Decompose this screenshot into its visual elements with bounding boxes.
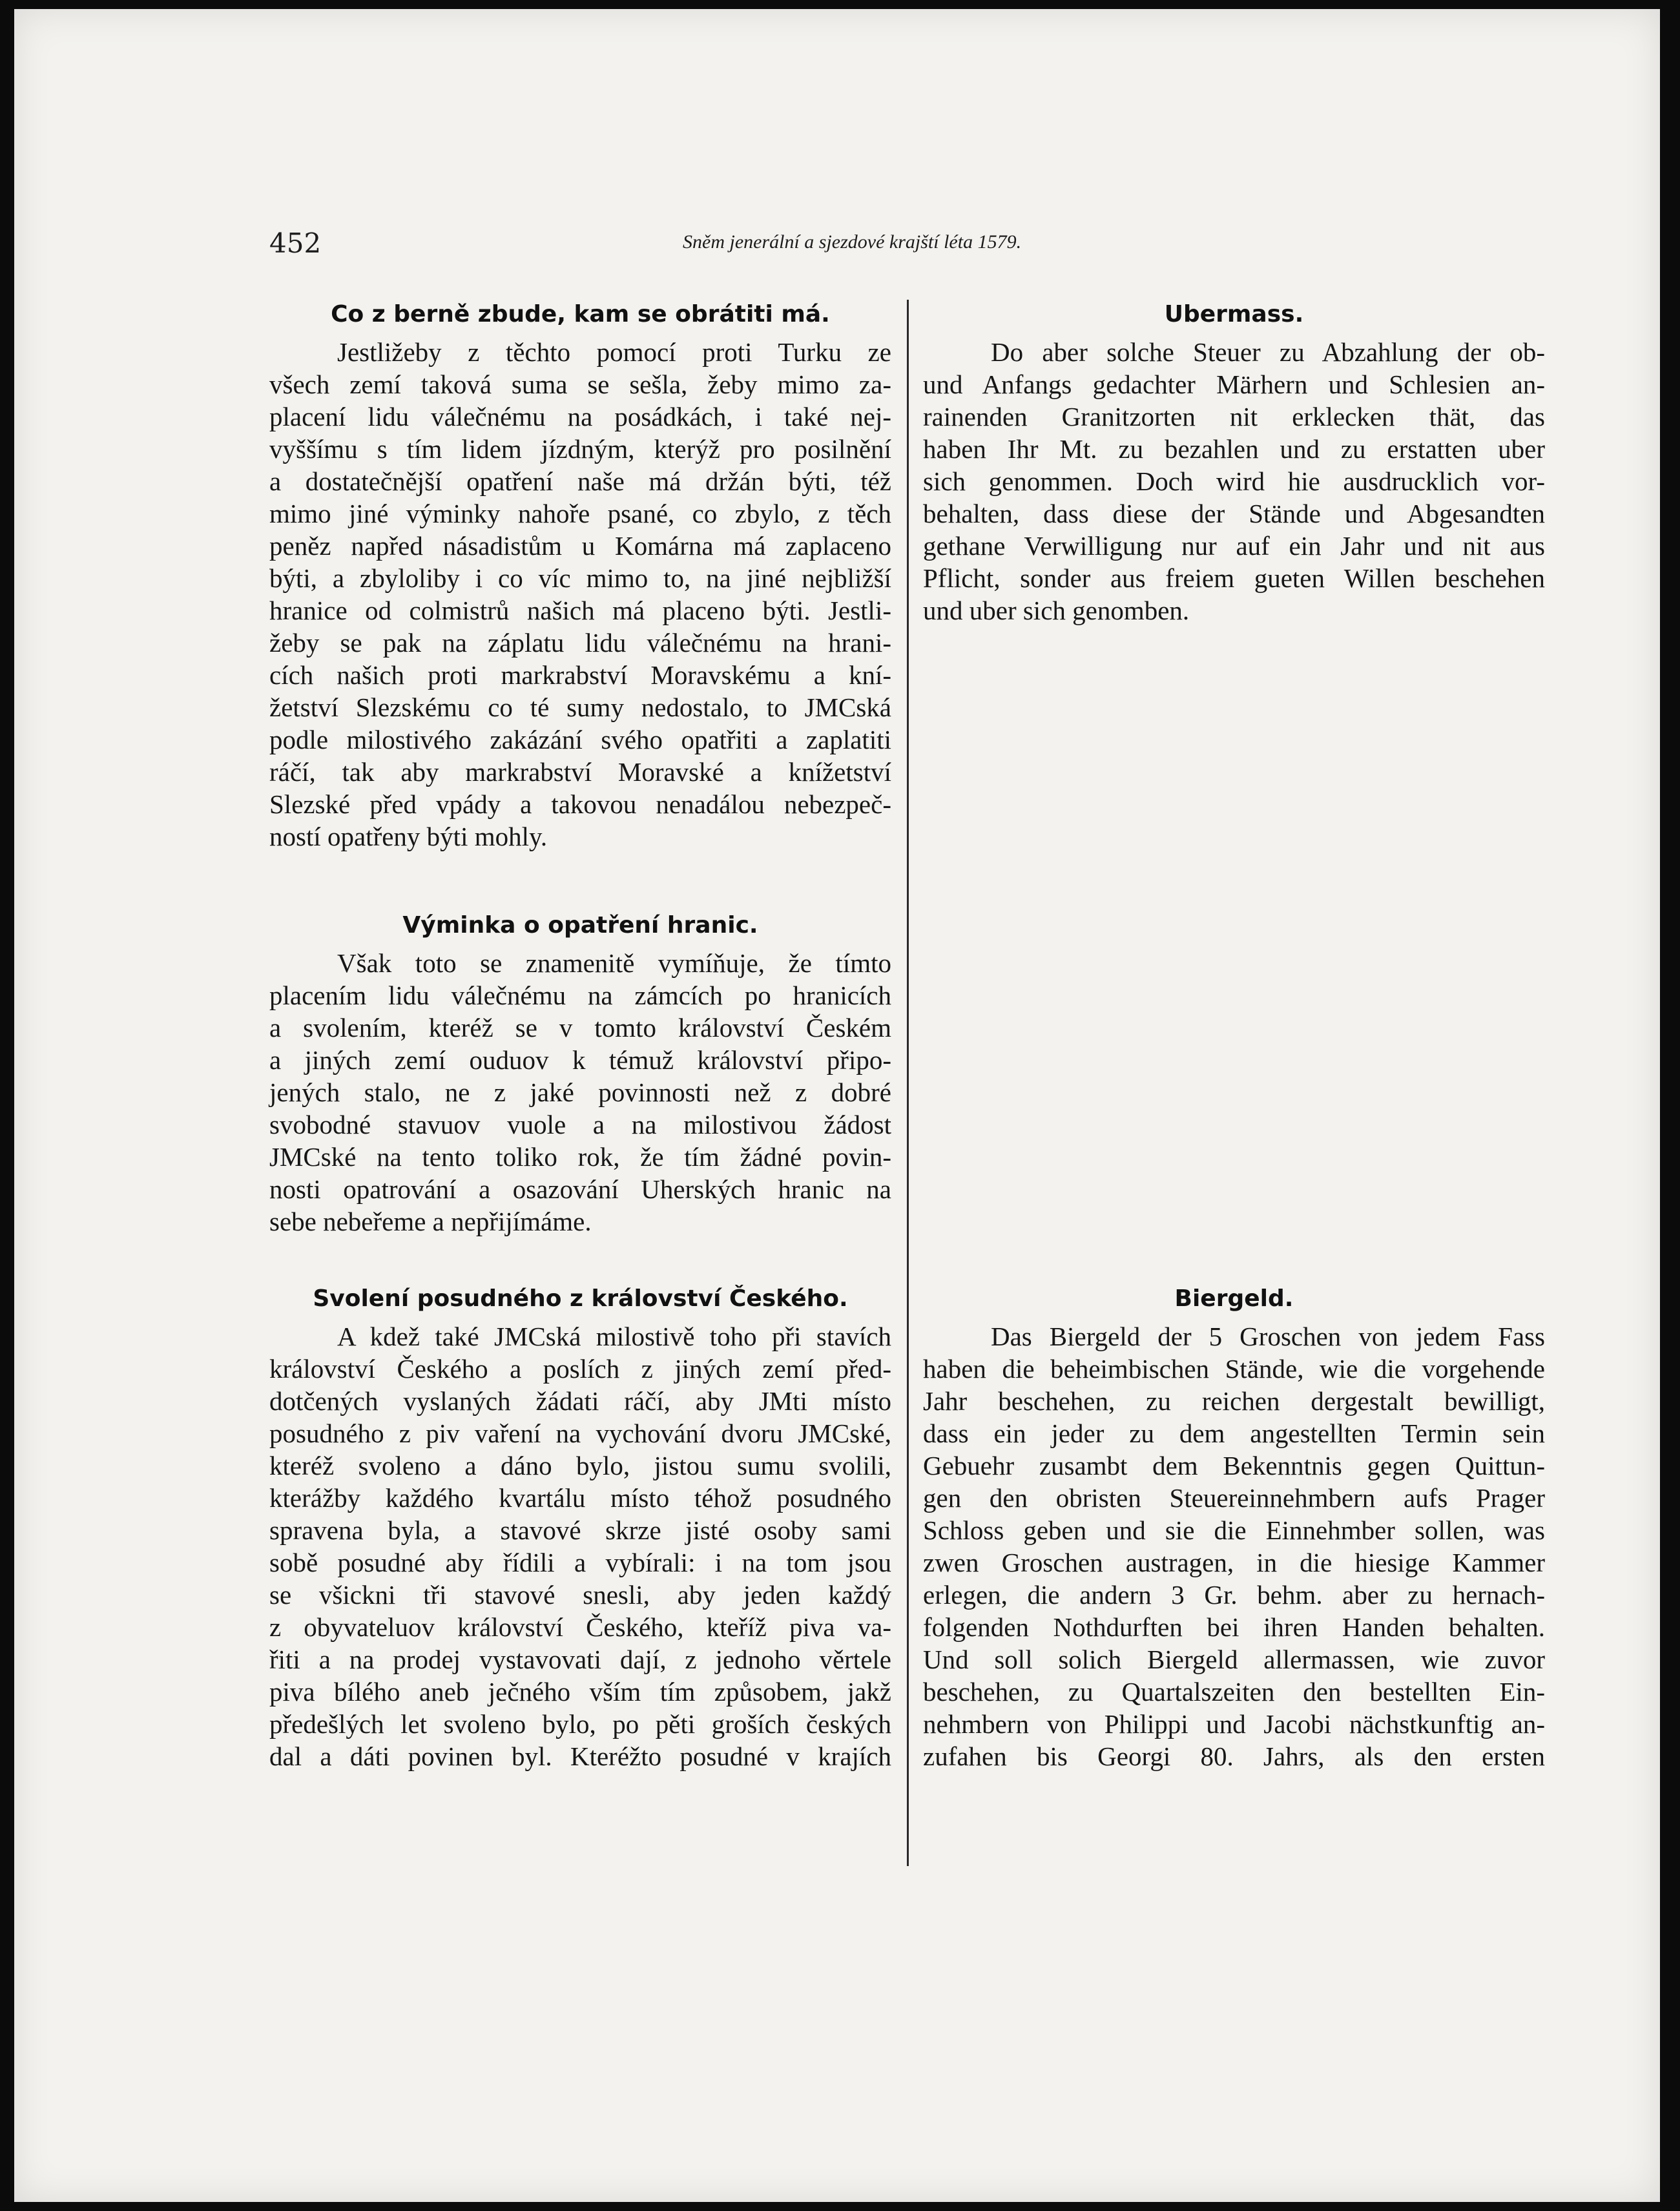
column-blank-space: [923, 627, 1545, 1278]
section-gap: [269, 853, 891, 904]
paragraph-berne: [269, 336, 891, 853]
text-line: placením lidu válečnému na zámcích po hranicích: [269, 981, 891, 1010]
text-line: Schloss geben und sie die Einnehmber sollen, was: [923, 1515, 1545, 1545]
text-line: Das Biergeld der 5 Groschen von jedem Fass: [991, 1322, 1545, 1351]
text-line: býti, a zbyloliby i co víc mimo to, na jiné nejbližší: [269, 563, 891, 593]
scanned-page: [14, 9, 1660, 2202]
text-line: peněz napřed násadistům u Komárna má zaplaceno: [269, 531, 891, 561]
text-line: zwen Groschen austragen, in die hiesige Kammer: [923, 1548, 1545, 1577]
text-line: ráčí, tak aby markrabství Moravské a knížetství: [269, 757, 891, 787]
text-line: Jestližeby z těchto pomocí proti Turku ze: [337, 337, 891, 367]
running-title: Sněm jenerální a sjezdové krajští léta 1579.: [683, 231, 1022, 253]
text-line: A kdež také JMCská milostivě toho při stavích: [337, 1322, 891, 1351]
text-line: kteréž svoleno a dáno bylo, jistou sumu svolili,: [269, 1451, 891, 1480]
section-heading-biergeld: Biergeld.: [1174, 1285, 1294, 1312]
text-line: haben die beheimbischen Stände, wie die vorgehende: [923, 1354, 1545, 1384]
text-line: sich genommen. Doch wird hie ausdrucklich vor-: [923, 466, 1545, 496]
text-line: beschehen, zu Quartalszeiten den bestellten Ein-: [923, 1677, 1545, 1707]
text-line: posudného z piv vaření na vychování dvoru JMCské,: [269, 1418, 891, 1448]
right-column: [923, 293, 1545, 1772]
section-heading-vyminka: Výminka o opatření hranic.: [402, 912, 758, 939]
page-number: 452: [269, 227, 322, 259]
text-line: sebe nebeřeme a nepřijímáme.: [269, 1207, 592, 1236]
text-line: cích našich proti markrabství Moravskému a kní-: [269, 660, 891, 690]
paragraph-posudne: [269, 1320, 891, 1772]
text-line: vyššímu s tím lidem jízdným, kterýž pro posilnění: [269, 434, 891, 464]
paragraph-vyminka: [269, 947, 891, 1238]
text-line: mimo jiné výminky nahoře psané, co zbylo, z těch: [269, 499, 891, 528]
section-heading-posudne: Svolení posudného z království Českého.: [313, 1285, 848, 1312]
text-line: předešlých let svoleno bylo, po pěti groších českých: [269, 1709, 891, 1739]
text-line: nehmbern von Philippi und Jacobi nächstkunftig an-: [923, 1709, 1545, 1739]
section-gap: [269, 1238, 891, 1278]
text-line: a dostatečnější opatření naše má držán býti, též: [269, 466, 891, 496]
text-line: jených stalo, ne z jaké povinnosti než z dobré: [269, 1077, 891, 1107]
left-column: [269, 293, 891, 1772]
text-line: a svolením, kteréž se v tomto království Českém: [269, 1013, 891, 1043]
running-head: [269, 227, 1154, 266]
text-line: erlegen, die andern 3 Gr. behm. aber zu hernach-: [923, 1580, 1545, 1610]
text-line: Do aber solche Steuer zu Abzahlung der ob-: [991, 337, 1545, 367]
text-line: behalten, dass diese der Stände und Abgesandten: [923, 499, 1545, 528]
paragraph-biergeld: [923, 1320, 1545, 1772]
text-line: und Anfangs gedachter Märhern und Schlesien an-: [923, 369, 1545, 399]
column-divider: [907, 300, 909, 1866]
text-line: sobě posudné aby řídili a vybírali: i na tom jsou: [269, 1548, 891, 1577]
text-line: hranice od colmistrů našich má placeno býti. Jestli-: [269, 596, 891, 625]
text-line: Slezské před vpády a takovou nenadálou nebezpeč-: [269, 789, 891, 819]
text-line: řiti a na prodej vystavovati dají, z jednoho věrtele: [269, 1645, 891, 1674]
text-line: Však toto se znamenitě vymíňuje, že tímto: [337, 948, 891, 978]
text-line: všech zemí taková suma se sešla, žeby mimo za-: [269, 369, 891, 399]
text-line: podle milostivého zakázání svého opatřiti a zaplatiti: [269, 725, 891, 754]
text-line: svobodné stavuov vuole a na milostivou žádost: [269, 1110, 891, 1139]
text-line: zufahen bis Georgi 80. Jahrs, als den ersten: [923, 1741, 1545, 1771]
text-line: spravena byla, a stavové skrze jisté osoby sami: [269, 1515, 891, 1545]
text-line: království Českého a poslích z jiných zemí před-: [269, 1354, 891, 1384]
text-line: a jiných zemí ouduov k témuž království připo-: [269, 1045, 891, 1075]
text-line: nosti opatrování a osazování Uherských hranic na: [269, 1174, 891, 1204]
paragraph-ubermass: [923, 336, 1545, 627]
text-line: Und soll solich Biergeld allermassen, wie zuvor: [923, 1645, 1545, 1674]
section-heading-ubermass: Ubermass.: [1164, 301, 1304, 327]
text-line: dass ein jeder zu dem angestellten Termin sein: [923, 1418, 1545, 1448]
text-line: dotčených vyslaných žádati ráčí, aby JMti místo: [269, 1386, 891, 1416]
section-heading-berne: Co z berně zbude, kam se obrátiti má.: [331, 301, 830, 327]
text-line: Gebuehr zusambt dem Bekenntnis gegen Quittun-: [923, 1451, 1545, 1480]
text-line: Pflicht, sonder aus freiem gueten Willen beschehen: [923, 563, 1545, 593]
text-line: kterážby každého kvartálu místo téhož posudného: [269, 1483, 891, 1513]
text-line: z obyvateluov království Českého, kteříž piva va-: [269, 1612, 891, 1642]
text-line: gen den obristen Steuereinnehmbern aufs Prager: [923, 1483, 1545, 1513]
text-line: žetství Slezskému co té sumy nedostalo, to JMCská: [269, 692, 891, 722]
text-line: Jahr beschehen, zu reichen dergestalt bewilligt,: [923, 1386, 1545, 1416]
text-line: dal a dáti povinen byl. Kteréžto posudné v krajích: [269, 1741, 891, 1771]
text-line: folgenden Nothdurften bei ihren Handen behalten.: [923, 1612, 1545, 1642]
text-line: placení lidu válečnému na posádkách, i také nej-: [269, 402, 891, 431]
text-line: gethane Verwilligung nur auf ein Jahr und nit aus: [923, 531, 1545, 561]
text-line: und uber sich genomben.: [923, 596, 1190, 625]
text-line: rainenden Granitzorten nit erklecken thät, das: [923, 402, 1545, 431]
text-line: haben Ihr Mt. zu bezahlen und zu erstatten uber: [923, 434, 1545, 464]
text-line: ností opatřeny býti mohly.: [269, 822, 548, 851]
text-line: se všickni tři stavové snesli, aby jeden každý: [269, 1580, 891, 1610]
text-line: piva bílého aneb ječného vším tím způsobem, jakž: [269, 1677, 891, 1707]
text-line: žeby se pak na záplatu lidu válečnému na hrani-: [269, 628, 891, 658]
text-line: JMCské na tento toliko rok, že tím žádné povin-: [269, 1142, 891, 1172]
